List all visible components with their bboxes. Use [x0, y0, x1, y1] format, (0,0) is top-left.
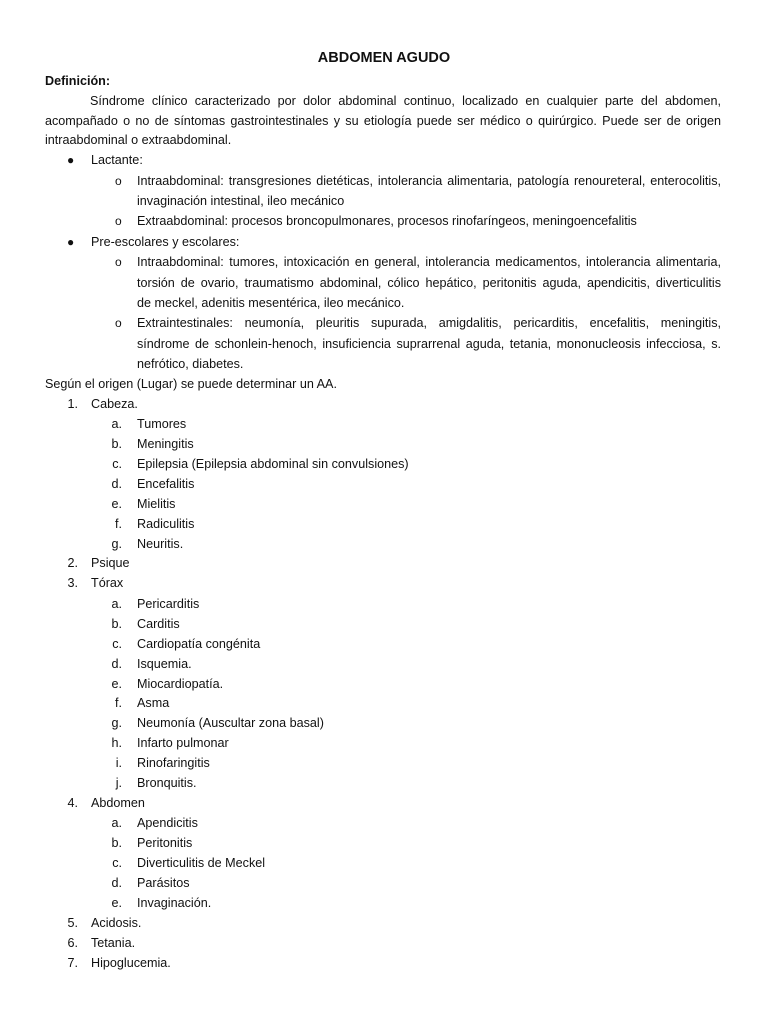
list-item: Rinofaringitis: [137, 756, 210, 770]
list-number: 4.: [67, 796, 78, 810]
list-letter: i.: [115, 756, 122, 770]
list-item: Peritonitis: [137, 836, 193, 850]
preescolares-extra-line-2: síndrome de schonlein-henoch, insuficiencia suprarrenal aguda, tetania, mononucleosis infecciosa, s.: [137, 337, 721, 351]
lactante-intra-line-2: invaginación intestinal, ileo mecánico: [137, 194, 345, 208]
list-letter: e.: [111, 896, 122, 910]
list-letter: a.: [111, 816, 122, 830]
list-letter: e.: [111, 677, 122, 691]
list-item: Isquemia.: [137, 657, 192, 671]
list-letter: c.: [112, 856, 122, 870]
list-letter: d.: [111, 657, 122, 671]
preescolares-intra-line-3: de meckel, adenitis mesentérica, ileo mecánico.: [137, 296, 405, 310]
list-item: Neumonía (Auscultar zona basal): [137, 716, 324, 730]
list-item: Carditis: [137, 617, 180, 631]
list-letter: f.: [115, 517, 122, 531]
preescolares-extra-line-1: Extraintestinales: neumonía, pleuritis supurada, amigdalitis, pericarditis, encefalitis, meningitis,: [137, 316, 721, 330]
list-item: Radiculitis: [137, 517, 195, 531]
preescolares-extra-line-3: nefrótico, diabetes.: [137, 357, 244, 371]
list-letter: c.: [112, 637, 122, 651]
list-letter: b.: [111, 437, 122, 451]
list-number: 6.: [67, 936, 78, 950]
list-letter: b.: [111, 617, 122, 631]
list-letter: h.: [111, 736, 122, 750]
origin-abdomen: Abdomen: [91, 796, 145, 810]
origin-hipoglucemia: Hipoglucemia.: [91, 956, 171, 970]
definition-line-1: Síndrome clínico caracterizado por dolor abdominal continuo, localizado en cualquier parte del abdomen,: [90, 94, 721, 108]
list-item: Mielitis: [137, 497, 176, 511]
list-item: Neuritis.: [137, 537, 184, 551]
list-item: Diverticulitis de Meckel: [137, 856, 266, 870]
origin-psique: Psique: [91, 556, 130, 570]
list-number: 1.: [67, 397, 78, 411]
list-letter: a.: [111, 597, 122, 611]
list-item: Miocardiopatía.: [137, 677, 224, 691]
list-number: 5.: [67, 916, 78, 930]
list-number: 7.: [67, 956, 78, 970]
list-letter: j.: [115, 776, 122, 790]
list-item: Apendicitis: [137, 816, 198, 830]
origin-cabeza: Cabeza.: [91, 397, 138, 411]
definition-line-3: intraabdominal o extraabdominal.: [45, 133, 232, 147]
group-label-lactante: Lactante:: [91, 153, 143, 167]
origin-intro: Según el origen (Lugar) se puede determinar un AA.: [45, 377, 337, 391]
list-letter: e.: [111, 497, 122, 511]
list-letter: b.: [111, 836, 122, 850]
list-item: Invaginación.: [137, 896, 212, 910]
bullet-dot-icon: ●: [67, 235, 75, 249]
preescolares-intra-line-2: torsión de ovario, traumatismo abdominal, cólico hepático, peritonitis aguda, apendicitis, diverticulitis: [137, 276, 721, 290]
preescolares-intra-line-1: Intraabdominal: tumores, intoxicación en general, intolerancia medicamentos, intolerancia alimentaria,: [137, 255, 721, 269]
list-item: Epilepsia (Epilepsia abdominal sin convulsiones): [137, 457, 409, 471]
circle-bullet-icon: o: [115, 174, 122, 188]
list-item: Meningitis: [137, 437, 194, 451]
circle-bullet-icon: o: [115, 255, 122, 269]
list-item: Pericarditis: [137, 597, 200, 611]
list-letter: a.: [111, 417, 122, 431]
list-letter: d.: [111, 477, 122, 491]
circle-bullet-icon: o: [115, 214, 122, 228]
list-item: Parásitos: [137, 876, 190, 890]
list-letter: g.: [111, 716, 122, 730]
lactante-intra-line-1: Intraabdominal: transgresiones dietéticas, intolerancia alimentaria, patología renoureteral, enterocolitis,: [137, 174, 721, 188]
list-number: 2.: [67, 556, 78, 570]
list-letter: g.: [111, 537, 122, 551]
definition-line-2: acompañado o no de síntomas gastrointestinales y su etiología puede ser médico o quirúrgico. Puede ser de origen: [45, 114, 721, 128]
list-letter: c.: [112, 457, 122, 471]
origin-acidosis: Acidosis.: [91, 916, 142, 930]
list-number: 3.: [67, 576, 78, 590]
origin-torax: Tórax: [91, 576, 124, 590]
list-item: Encefalitis: [137, 477, 195, 491]
bullet-dot-icon: ●: [67, 153, 75, 167]
list-item: Cardiopatía congénita: [137, 637, 261, 651]
list-item: Infarto pulmonar: [137, 736, 229, 750]
list-item: Asma: [137, 696, 170, 710]
circle-bullet-icon: o: [115, 316, 122, 330]
list-item: Tumores: [137, 417, 187, 431]
origin-tetania: Tetania.: [91, 936, 136, 950]
group-label-preescolares: Pre-escolares y escolares:: [91, 235, 240, 249]
list-item: Bronquitis.: [137, 776, 197, 790]
lactante-extra-line-1: Extraabdominal: procesos broncopulmonares, procesos rinofaríngeos, meningoencefalitis: [137, 214, 637, 228]
page-title: ABDOMEN AGUDO: [317, 50, 451, 66]
list-letter: f.: [115, 696, 122, 710]
definition-heading: Definición:: [45, 74, 111, 88]
list-letter: d.: [111, 876, 122, 890]
